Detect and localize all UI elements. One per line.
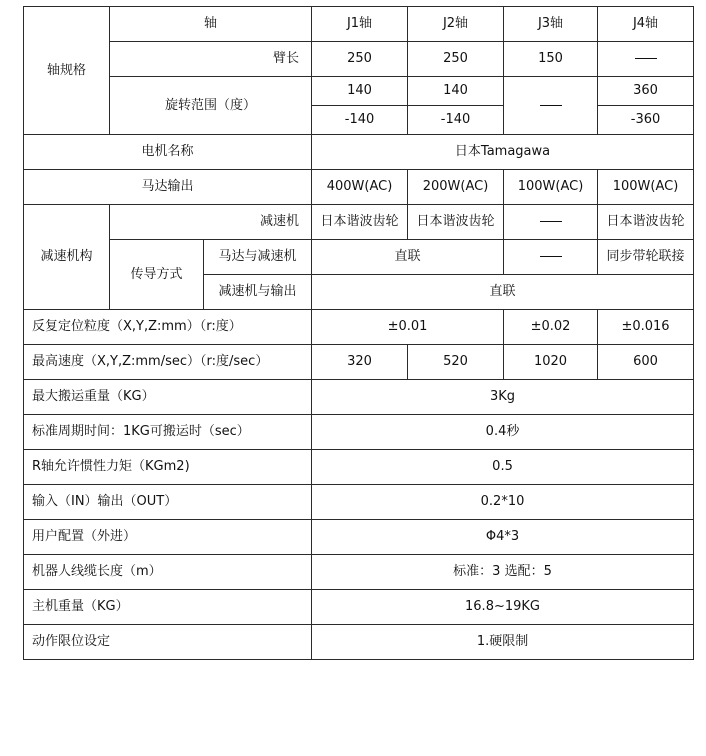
motor-to-reducer-j12: 直联 [312, 240, 504, 275]
axis-j4: J4轴 [598, 7, 694, 42]
cable-length-label: 机器人线缆长度（m） [24, 555, 312, 590]
repeatability-j12: ±0.01 [312, 310, 504, 345]
motor-name-value: 日本Tamagawa [312, 135, 694, 170]
reducer-to-output-label: 减速机与输出 [204, 275, 312, 310]
axis-spec-label: 轴规格 [24, 7, 110, 135]
user-config-label: 用户配置（外进） [24, 520, 312, 555]
table-row [24, 450, 694, 485]
motor-to-reducer-j4: 同步带轮联接 [598, 240, 694, 275]
rotation-min-j2: -140 [408, 106, 504, 135]
table-row [24, 42, 694, 77]
repeatability-label: 反复定位粒度（X,Y,Z:mm）（r:度） [24, 310, 312, 345]
io-value: 0.2*10 [312, 485, 694, 520]
weight-value: 16.8~19KG [312, 590, 694, 625]
repeatability-j3: ±0.02 [504, 310, 598, 345]
arm-length-j3: 150 [504, 42, 598, 77]
table-row [24, 485, 694, 520]
rotation-max-j4: 360 [598, 77, 694, 106]
motor-output-j2: 200W(AC) [408, 170, 504, 205]
arm-length-j1: 250 [312, 42, 408, 77]
repeatability-j4: ±0.016 [598, 310, 694, 345]
inertia-value: 0.5 [312, 450, 694, 485]
table-row [24, 310, 694, 345]
cycle-time-value: 0.4秒 [312, 415, 694, 450]
user-config-value: Φ4*3 [312, 520, 694, 555]
max-speed-label: 最高速度（X,Y,Z:mm/sec）（r:度/sec） [24, 345, 312, 380]
cable-length-value: 标准：3 选配：5 [312, 555, 694, 590]
dash-mark [635, 58, 657, 59]
table-row [24, 240, 694, 275]
table-row [24, 170, 694, 205]
rotation-max-j2: 140 [408, 77, 504, 106]
table-row [24, 7, 694, 42]
table-row [24, 625, 694, 660]
arm-length-j2: 250 [408, 42, 504, 77]
arm-length-label: 臂长 [110, 42, 312, 77]
table-row [24, 380, 694, 415]
rotation-min-j4: -360 [598, 106, 694, 135]
motor-output-j1: 400W(AC) [312, 170, 408, 205]
dash-mark [540, 221, 562, 222]
motor-to-reducer-label: 马达与减速机 [204, 240, 312, 275]
axis-j1: J1轴 [312, 7, 408, 42]
transmission-label: 传导方式 [110, 240, 204, 310]
dash-mark [540, 256, 562, 257]
reduction-label: 减速机构 [24, 205, 110, 310]
inertia-label: R轴允许惯性力矩（KGm2) [24, 450, 312, 485]
table-row [24, 205, 694, 240]
reducer-label: 减速机 [110, 205, 312, 240]
reducer-j3 [504, 205, 598, 240]
max-speed-j2: 520 [408, 345, 504, 380]
max-speed-j1: 320 [312, 345, 408, 380]
cycle-time-label: 标准周期时间：1KG可搬运时（sec） [24, 415, 312, 450]
rotation-max-j1: 140 [312, 77, 408, 106]
reducer-j1: 日本谐波齿轮 [312, 205, 408, 240]
payload-label: 最大搬运重量（KG） [24, 380, 312, 415]
limit-label: 动作限位设定 [24, 625, 312, 660]
table-row [24, 520, 694, 555]
rotation-min-j1: -140 [312, 106, 408, 135]
rotation-label: 旋转范围（度） [110, 77, 312, 135]
max-speed-j3: 1020 [504, 345, 598, 380]
table-row [24, 555, 694, 590]
motor-to-reducer-j3 [504, 240, 598, 275]
motor-output-label: 马达输出 [24, 170, 312, 205]
motor-output-j4: 100W(AC) [598, 170, 694, 205]
reducer-j4: 日本谐波齿轮 [598, 205, 694, 240]
reducer-to-output-value: 直联 [312, 275, 694, 310]
table-row [24, 590, 694, 625]
motor-name-label: 电机名称 [24, 135, 312, 170]
table-row [24, 415, 694, 450]
axis-j3: J3轴 [504, 7, 598, 42]
table-row [24, 135, 694, 170]
payload-value: 3Kg [312, 380, 694, 415]
axis-j2: J2轴 [408, 7, 504, 42]
reducer-j2: 日本谐波齿轮 [408, 205, 504, 240]
arm-length-j4 [598, 42, 694, 77]
axis-label: 轴 [110, 7, 312, 42]
weight-label: 主机重量（KG） [24, 590, 312, 625]
table-row [24, 77, 694, 106]
max-speed-j4: 600 [598, 345, 694, 380]
io-label: 输入（IN）输出（OUT） [24, 485, 312, 520]
dash-mark [540, 105, 562, 106]
rotation-j3 [504, 77, 598, 135]
table-row [24, 345, 694, 380]
motor-output-j3: 100W(AC) [504, 170, 598, 205]
limit-value: 1.硬限制 [312, 625, 694, 660]
spec-table [23, 6, 694, 660]
